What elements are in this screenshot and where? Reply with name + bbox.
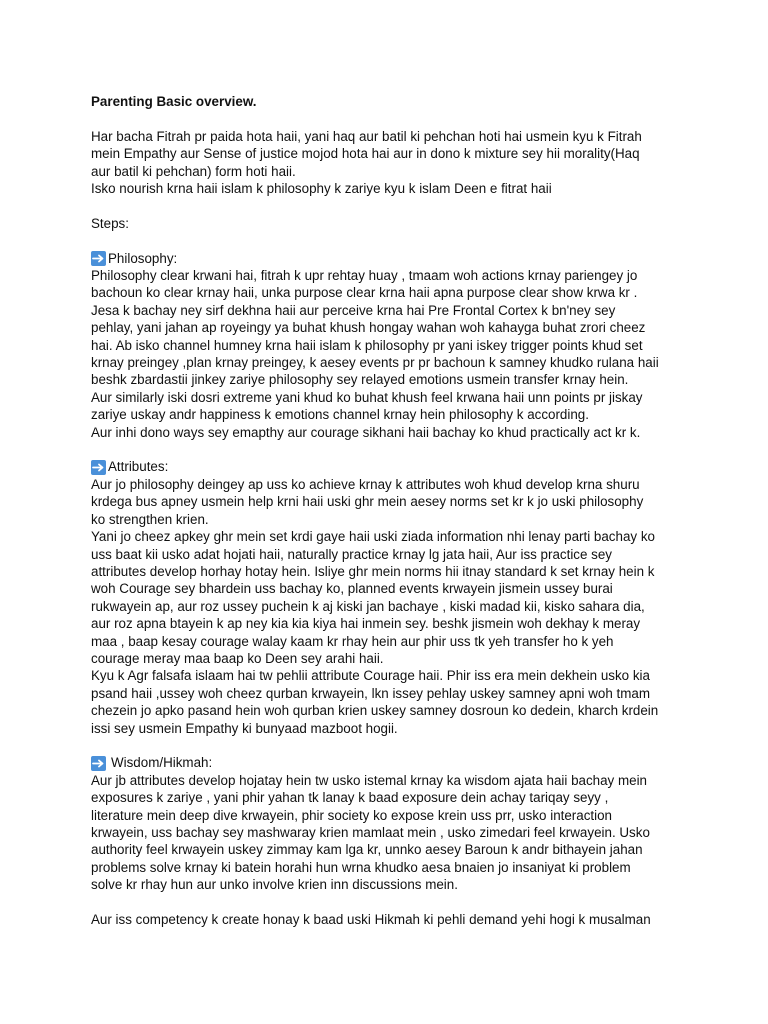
document-title: Parenting Basic overview. [91, 94, 257, 109]
section-heading-label: Wisdom/Hikmah: [111, 755, 213, 771]
right-arrow-icon [91, 756, 106, 771]
section-heading-label: Philosophy: [108, 250, 178, 266]
text-line: courage meray maa baap ko Deen sey arahi haii. [91, 650, 384, 666]
intro-line: mein Empathy aur Sense of justice mojod hota hai aur in dono k mixture sey hii morality(Haq [91, 146, 640, 162]
text-line: Aur jb attributes develop hojatay hein tw usko istemal krnay ka wisdom ajata haii bachay mein [91, 772, 647, 788]
right-arrow-icon [91, 460, 106, 475]
text-line: zariye uskay andr happiness k emotions channel krnay hein philosophy k according. [91, 407, 589, 423]
text-line: pehlay, yani jahan ap royeingy ya buhat khush hongay wahan woh kahayga buhat zrori cheez [91, 320, 646, 336]
text-line: Aur similarly iski dosri extreme yani khud ko buhat khush feel krwana haii unn points pr jiskay [91, 389, 643, 405]
intro-line: Isko nourish krna haii islam k philosophy k zariye kyu k islam Deen e fitrat haii [91, 181, 552, 197]
section-heading-attributes [91, 458, 691, 475]
text-line: literature mein deep dive krwayein, phir society ko expose krein uss prr, usko interaction [91, 807, 612, 823]
text-line: psand haii ,ussey woh cheez qurban krwayein, lkn issey pehlay uskey samney apni woh tmam [91, 685, 650, 701]
text-line: bachoun ko clear krnay haii, unka purpose clear krna haii apna purpose clear show krwa kr . [91, 285, 638, 301]
closing-line: Aur iss competency k create honay k baad uski Hikmah ki pehli demand yehi hogi k musalman [91, 912, 651, 927]
text-line: authority feel krwayein uskey zimmay kam lga kr, unnko aesey Baroun k andr bithayein jahan [91, 842, 643, 858]
intro-line: aur batil ki pehchan) form hoti haii. [91, 163, 296, 179]
section-text-philosophy [91, 267, 691, 441]
text-line: problems solve krnay ki batein horahi hun wrna khudko aesa bnaien jo insaniyat ki problem [91, 859, 631, 875]
text-line: woh Courage sey bhardein uss bachay ko, planned events krwayein jismein ussey burai [91, 581, 613, 597]
text-line: krdega bus apney usmein help krni haii uski ghr mein aesey norms set kr k jo uski philosophy [91, 494, 644, 510]
text-line: attributes develop horhay hotay hein. Isliye ghr mein norms hii itnay standard k set krnay hein k [91, 563, 655, 579]
section-text-wisdom [91, 772, 691, 894]
document-body [91, 93, 691, 928]
text-line: Aur inhi dono ways sey emapthy aur courage sikhani haii bachay ko khud practically act kr k. [91, 424, 641, 440]
text-line: uss baat kii usko adat hojati haii, naturally practice krnay lg jata haii, Aur iss practice sey [91, 546, 613, 562]
text-line: aur roz apna btayein k ap ney kia kia kiya hai inmein sey. beshk jismein woh dekhay k meray [91, 616, 641, 632]
section-heading-philosophy [91, 250, 691, 267]
text-line: beshk zbardastii jinkey zariye philosophy sey relayed emotions usmein transfer krnay hein. [91, 372, 629, 388]
intro-paragraph [91, 128, 691, 198]
text-line: solve kr rhay hun aur unko involve krien inn discussions mein. [91, 877, 458, 893]
text-line: Yani jo cheez apkey ghr mein set krdi gaye haii uski ziada information nhi lenay parti bachay ko [91, 529, 655, 545]
text-line: Jesa k bachay ney sirf dekhna haii aur perceive krna hai Pre Frontal Cortex k bn'ney sey [91, 302, 616, 318]
text-line: Aur jo philosophy deingey ap uss ko achieve krnay k attributes woh khud develop krna shuru [91, 476, 640, 492]
right-arrow-icon [91, 251, 106, 266]
text-line: ko strengthen krien. [91, 511, 209, 527]
text-line: Philosophy clear krwani hai, fitrah k upr rehtay huay , tmaam woh actions krnay pariengey jo [91, 268, 638, 284]
text-line: exposures k zariye , yani phir yahan tk lanay k baad exposure dein achay tariqay seyy , [91, 790, 609, 806]
text-line: hai. Ab isko channel humney krna haii islam k philosophy pr yani iskey trigger points khud set [91, 337, 643, 353]
text-line: chezein jo apko pasand hein woh qurban krien uskey samney dosroun ko dedein, kharch krdein [91, 703, 659, 719]
text-line: rukwayein ap, aur roz ussey puchein k aj kiski jan bachaye , kiski madad kii, kisko sahara dia, [91, 598, 645, 614]
text-line: krnay preingey ,plan krnay preingey, k aesey events pr pr bachoun k samney khudko rulana haii [91, 355, 659, 371]
intro-line: Har bacha Fitrah pr paida hota haii, yani haq aur batil ki pehchan hoti hai usmein kyu k Fitrah [91, 128, 642, 144]
text-line: maa , baap kesay courage walay kaam kr rhay hein aur phir uss tk yeh transfer ho k yeh [91, 633, 614, 649]
text-line: krwayein, uss bachay sey mashwaray krien mamlaat mein , usko zimedari feel krwayein. Usko [91, 824, 650, 840]
section-heading-label: Attributes: [108, 459, 169, 475]
text-line: issi sey usmein Empathy ki bunyaad mazboot hogii. [91, 720, 398, 736]
section-heading-wisdom [91, 754, 691, 771]
section-text-attributes [91, 476, 691, 737]
text-line: Kyu k Agr falsafa islaam hai tw pehlii attribute Courage haii. Phir iss era mein dekhein usko kia [91, 668, 650, 684]
steps-label: Steps: [91, 215, 129, 231]
